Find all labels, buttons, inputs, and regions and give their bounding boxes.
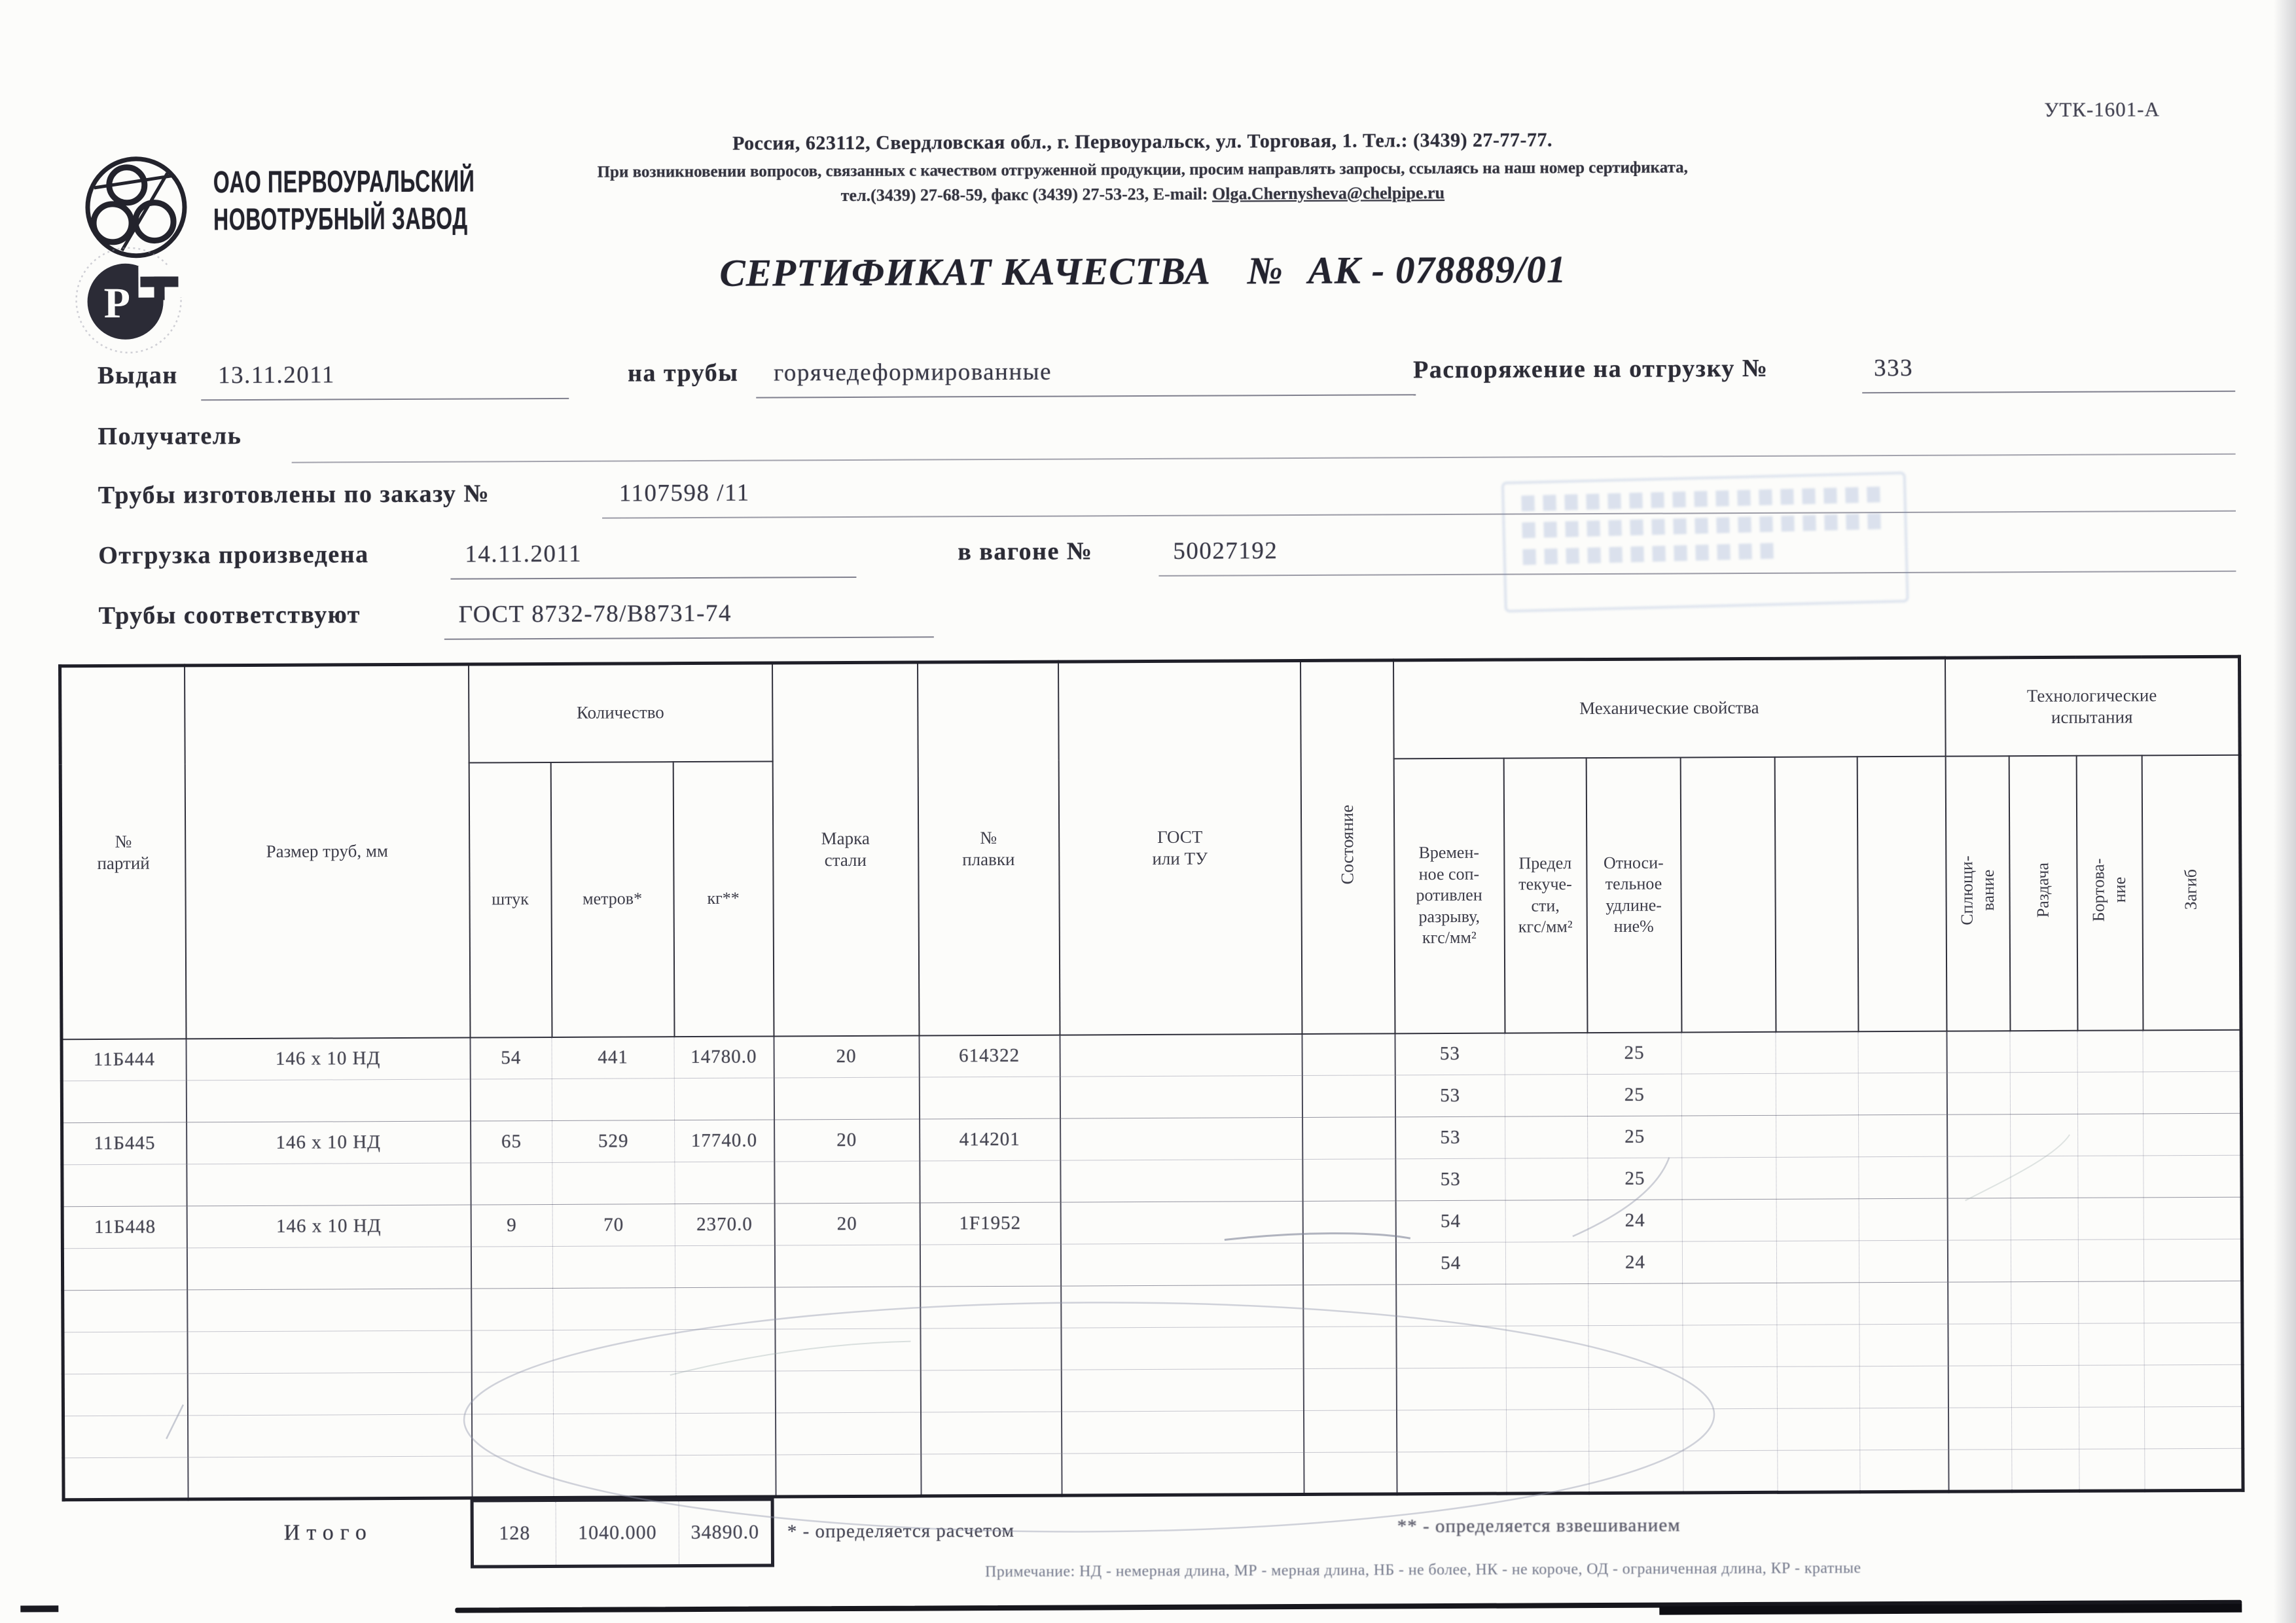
receiver-label: Получатель xyxy=(98,422,242,450)
company-name-line2: НОВОТРУБНЫЙ ЗАВОД xyxy=(213,200,468,237)
col-header-size: Размер труб, мм xyxy=(185,664,470,1039)
table-cell xyxy=(553,1330,675,1372)
shipping-order-value: 333 xyxy=(1873,354,1914,382)
table-cell xyxy=(675,1245,774,1288)
table-cell xyxy=(187,1247,471,1290)
company-name-line1: ОАО ПЕРВОУРАЛЬСКИЙ xyxy=(213,163,475,200)
table-cell xyxy=(1682,1241,1776,1283)
table-cell xyxy=(2012,1407,2079,1449)
header-address-block xyxy=(455,128,1829,207)
table-cell xyxy=(187,1289,471,1332)
table-cell xyxy=(1948,1324,2011,1366)
table-cell xyxy=(471,1372,553,1414)
table-cell: 9 xyxy=(471,1204,552,1247)
table-cell xyxy=(2145,1448,2243,1491)
table-cell: 614322 xyxy=(919,1035,1060,1077)
table-cell xyxy=(1683,1408,1777,1451)
table-cell xyxy=(1681,1031,1776,1074)
table-cell xyxy=(1505,1033,1587,1075)
table-cell xyxy=(188,1414,472,1457)
table-cell xyxy=(2145,1406,2243,1449)
table-cell xyxy=(471,1330,553,1372)
table-cell xyxy=(2079,1323,2144,1365)
table-cell xyxy=(2144,1197,2242,1240)
table-cell xyxy=(920,1160,1060,1203)
table-cell xyxy=(1302,1033,1395,1076)
table-cell xyxy=(675,1371,775,1414)
table-cell xyxy=(188,1456,472,1499)
table-cell xyxy=(675,1162,774,1204)
totals-meters: 1040.000 xyxy=(556,1501,679,1565)
table-cell xyxy=(2144,1113,2242,1156)
conform-label: Трубы соответствуют xyxy=(98,601,361,630)
table-cell xyxy=(920,1286,1061,1329)
table-cell xyxy=(1060,1075,1302,1118)
table-cell xyxy=(1776,1073,1858,1116)
table-cell xyxy=(2143,1029,2241,1072)
table-cell xyxy=(63,1374,187,1416)
table-cell xyxy=(919,1077,1060,1119)
table-cell xyxy=(1859,1240,1947,1283)
table-cell xyxy=(2143,1071,2241,1114)
table-cell xyxy=(2011,1198,2078,1240)
table-cell xyxy=(1778,1450,1860,1493)
table-cell: 25 xyxy=(1588,1158,1682,1200)
table-cell xyxy=(186,1079,470,1122)
contacts-text: тел.(3439) 27-68-59, факс (3439) 27-53-23, E-mail: xyxy=(840,184,1213,205)
table-cell xyxy=(2144,1323,2242,1365)
table-cell xyxy=(1683,1450,1778,1493)
table-cell xyxy=(63,1290,187,1332)
table-cell xyxy=(554,1414,676,1456)
table-cell xyxy=(1946,1031,2010,1073)
table-cell xyxy=(1303,1410,1396,1453)
col-header-state: Состояние xyxy=(1300,660,1394,1034)
table-cell xyxy=(774,1077,919,1120)
table-cell xyxy=(1947,1156,2011,1198)
table-cell: 53 xyxy=(1395,1033,1505,1075)
table-cell: 53 xyxy=(1395,1116,1505,1159)
table-cell xyxy=(2078,1240,2144,1281)
table-cell: 11Б444 xyxy=(93,1048,155,1071)
conform-value: ГОСТ 8732-78/В8731-74 xyxy=(458,599,732,628)
table-cell xyxy=(2078,1198,2144,1240)
table-cell xyxy=(2011,1365,2079,1407)
table-cell xyxy=(1396,1326,1506,1368)
table-cell xyxy=(1859,1366,1948,1408)
table-cell xyxy=(1858,1073,1946,1115)
table-cell xyxy=(2011,1156,2078,1198)
col-header-flanging: Бортова- ние xyxy=(2076,755,2143,1030)
table-cell xyxy=(1062,1452,1304,1495)
table-cell xyxy=(1776,1157,1859,1200)
totals-label: Итого xyxy=(283,1520,373,1545)
table-cell xyxy=(920,1370,1061,1412)
table-cell: 17740.0 xyxy=(675,1120,774,1162)
table-cell xyxy=(1777,1283,1859,1325)
table-cell xyxy=(1776,1115,1859,1158)
table-cell xyxy=(1776,1199,1859,1241)
table-cell xyxy=(2079,1365,2144,1407)
certificate-title xyxy=(423,245,1863,297)
table-cell xyxy=(775,1370,920,1413)
table-cell xyxy=(2079,1281,2144,1323)
table-cell xyxy=(1397,1452,1507,1494)
table-cell xyxy=(1302,1243,1395,1285)
table-cell xyxy=(1061,1368,1303,1412)
table-cell xyxy=(1060,1159,1302,1202)
table-cell: 14780.0 xyxy=(674,1036,774,1079)
table-cell xyxy=(2144,1364,2242,1407)
col-header-meters: метров* xyxy=(550,762,674,1037)
table-cell xyxy=(1060,1243,1302,1286)
note-line: Примечание: НД - немерная длина, МР - мерная длина, НБ - не более, НК - не короче, ОД - ограниченная длина, КР - кратные xyxy=(985,1560,1861,1581)
footnote-star: * - определяется расчетом xyxy=(787,1520,1015,1543)
col-header-expansion: Раздача xyxy=(2009,755,2077,1030)
table-cell xyxy=(920,1328,1061,1370)
table-cell: 146 x 10 НД xyxy=(186,1037,470,1080)
shipping-order-label: Распоряжение на отгрузку № xyxy=(1412,354,1768,384)
col-header-tensile: Времен- ное соп- ротивлен разрыву, кгс/мм² xyxy=(1393,758,1505,1033)
table-cell xyxy=(1683,1325,1777,1367)
table-cell xyxy=(1060,1117,1302,1160)
certificate-number: АК - 078889/01 xyxy=(1308,247,1567,292)
table-cell xyxy=(920,1244,1060,1287)
table-cell xyxy=(471,1288,553,1330)
table-cell: 54 xyxy=(470,1037,552,1079)
table-cell: 24 xyxy=(1588,1200,1682,1242)
table-cell: 54 xyxy=(1395,1200,1505,1243)
table-cell xyxy=(63,1416,188,1458)
table-cell xyxy=(1776,1241,1859,1283)
table-cell: 53 xyxy=(1395,1158,1505,1201)
table-cell xyxy=(1304,1452,1397,1495)
col-header-party: № партий xyxy=(60,666,186,1039)
table-cell xyxy=(674,1078,774,1120)
table-cell xyxy=(1859,1115,1947,1157)
table-cell xyxy=(472,1414,554,1456)
col-header-blank1 xyxy=(1680,757,1776,1032)
table-row xyxy=(63,1448,2243,1500)
company-name xyxy=(213,162,475,238)
table-cell xyxy=(1302,1117,1395,1160)
table-cell xyxy=(1505,1242,1588,1285)
table-cell xyxy=(1302,1201,1395,1243)
table-cell xyxy=(63,1332,187,1374)
table-cell xyxy=(553,1288,675,1330)
col-header-gost: ГОСТ или ТУ xyxy=(1058,660,1301,1035)
table-cell xyxy=(554,1455,676,1498)
on-pipes-label: на трубы xyxy=(627,359,739,387)
col-header-bending: Загиб xyxy=(2142,755,2241,1030)
table-body xyxy=(62,1029,2243,1500)
form-code: УТК-1601-А xyxy=(2044,98,2161,122)
table-cell xyxy=(676,1455,776,1497)
table-cell xyxy=(1396,1284,1506,1327)
table-cell xyxy=(1859,1282,1948,1325)
table-cell: 25 xyxy=(1588,1116,1682,1158)
table-cell xyxy=(2078,1156,2144,1198)
col-header-blank2 xyxy=(1774,757,1858,1032)
table-cell: 25 xyxy=(1587,1074,1681,1116)
table-cell xyxy=(1682,1115,1776,1158)
shipped-value: 14.11.2011 xyxy=(465,540,583,568)
rst-certification-icon xyxy=(71,241,187,357)
footnote-double-star: ** - определяется взвешиванием xyxy=(1397,1514,1681,1537)
table-cell xyxy=(2011,1281,2079,1323)
table-cell xyxy=(1506,1326,1588,1368)
table-cell xyxy=(1588,1283,1683,1326)
table-cell xyxy=(1303,1368,1396,1411)
quality-table xyxy=(58,655,2245,1502)
col-header-kg: кг** xyxy=(673,761,774,1037)
table-cell: 11Б445 xyxy=(62,1122,187,1165)
table-cell xyxy=(1506,1410,1588,1452)
issued-label: Выдан xyxy=(97,361,178,389)
table-cell xyxy=(1948,1366,2011,1408)
table-cell: 1F1952 xyxy=(920,1202,1060,1245)
table-cell xyxy=(774,1161,920,1204)
table-cell xyxy=(675,1329,775,1372)
table-cell xyxy=(676,1413,776,1455)
order-underline xyxy=(602,510,2236,519)
col-group-quantity: Количество xyxy=(469,663,773,762)
col-header-elongation: Относи- тельное удлине- ние% xyxy=(1586,757,1681,1033)
table-cell xyxy=(921,1412,1062,1454)
table-cell xyxy=(2011,1240,2078,1281)
table-cell xyxy=(1860,1450,1948,1492)
issued-underline xyxy=(201,398,569,401)
table-cell xyxy=(1061,1327,1303,1370)
table-cell xyxy=(1396,1368,1506,1410)
number-sign: № xyxy=(1247,249,1283,293)
table-cell: 2370.0 xyxy=(675,1204,774,1246)
col-header-yield: Предел текуче- сти, кгс/мм² xyxy=(1503,758,1587,1033)
table-cell xyxy=(1589,1451,1683,1493)
table-cell xyxy=(1062,1410,1304,1454)
table-cell xyxy=(1777,1325,1859,1367)
table-cell xyxy=(2077,1072,2143,1114)
table-cell xyxy=(774,1245,920,1287)
table-cell xyxy=(2010,1072,2077,1114)
table-cell xyxy=(1303,1327,1396,1369)
table-cell: 53 xyxy=(1395,1075,1505,1117)
table-cell xyxy=(2144,1281,2242,1323)
table-cell xyxy=(1302,1159,1395,1202)
shipped-label: Отгрузка произведена xyxy=(98,541,369,569)
table-cell xyxy=(1505,1116,1588,1159)
table-cell xyxy=(1303,1285,1396,1327)
table-cell: 441 xyxy=(552,1037,674,1079)
table-cell xyxy=(62,1248,187,1291)
table-cell xyxy=(1588,1325,1683,1368)
table-cell xyxy=(1947,1115,2011,1156)
wagon-value: 50027192 xyxy=(1173,537,1278,565)
table-cell xyxy=(552,1162,675,1205)
table-cell xyxy=(775,1329,920,1371)
issued-value: 13.11.2011 xyxy=(217,361,335,389)
table-cell xyxy=(1777,1366,1859,1409)
scan-edge-shadow xyxy=(2274,0,2296,1623)
table-cell: 54 xyxy=(1395,1242,1505,1285)
table-cell: 20 xyxy=(774,1035,919,1078)
col-header-heat: № плавки xyxy=(918,662,1060,1035)
table-cell xyxy=(2078,1114,2144,1156)
table-cell: 414201 xyxy=(920,1118,1060,1161)
totals-pcs: 128 xyxy=(499,1522,531,1544)
order-value: 1107598 /11 xyxy=(619,479,750,507)
table-cell xyxy=(472,1455,554,1498)
table-cell xyxy=(2010,1030,2077,1072)
faint-stamp xyxy=(1501,471,1909,613)
col-header-steel-grade: Марка стали xyxy=(772,662,919,1036)
table-cell xyxy=(1505,1158,1588,1201)
certificate-title-text: СЕРТИФИКАТ КАЧЕСТВА xyxy=(719,249,1211,294)
table-cell xyxy=(1859,1156,1947,1199)
table-cell: 20 xyxy=(774,1203,920,1245)
table-cell xyxy=(1060,1201,1302,1244)
table-cell xyxy=(552,1246,675,1289)
table-cell: 146 x 10 НД xyxy=(187,1205,471,1248)
table-cell xyxy=(1946,1073,2010,1115)
table-cell xyxy=(62,1080,186,1123)
table-cell xyxy=(2011,1114,2078,1156)
table-cell xyxy=(1505,1200,1588,1243)
table-cell xyxy=(2011,1323,2079,1365)
table-cell xyxy=(2012,1449,2079,1491)
totals-box xyxy=(471,1498,774,1569)
table-cell: 70 xyxy=(552,1204,675,1247)
table-cell xyxy=(675,1287,775,1330)
table-cell xyxy=(1859,1198,1947,1241)
table-cell xyxy=(1505,1075,1587,1117)
table-cell xyxy=(1947,1198,2011,1240)
table-cell: 11Б448 xyxy=(62,1206,187,1249)
wagon-label: в вагоне № xyxy=(958,537,1093,566)
table-cell xyxy=(1682,1199,1776,1241)
table-cell xyxy=(187,1163,471,1206)
table-cell xyxy=(1061,1285,1303,1328)
table-cell xyxy=(1060,1033,1302,1077)
table-cell: 146 x 10 НД xyxy=(187,1121,471,1164)
table-cell xyxy=(776,1412,921,1455)
table-cell xyxy=(1506,1368,1588,1410)
table-cell xyxy=(776,1454,921,1497)
col-header-pcs: штук xyxy=(469,762,552,1037)
col-header-flattening: Сплющи- вание xyxy=(1945,756,2010,1031)
table-cell xyxy=(921,1454,1062,1496)
table-cell xyxy=(1681,1073,1776,1116)
shipped-underline xyxy=(450,577,856,580)
table-cell xyxy=(2077,1030,2143,1072)
table-cell xyxy=(1396,1410,1506,1452)
table-cell xyxy=(553,1372,675,1414)
table-cell: 20 xyxy=(774,1119,920,1162)
table-cell xyxy=(1859,1408,1948,1450)
table-cell xyxy=(187,1330,471,1374)
table-cell xyxy=(1777,1408,1859,1451)
table-cell xyxy=(552,1079,674,1121)
table-cell xyxy=(1682,1157,1776,1200)
table-cell xyxy=(2079,1407,2145,1449)
table-cell xyxy=(1776,1031,1858,1074)
table-cell xyxy=(1858,1031,1946,1073)
table-cell xyxy=(775,1287,920,1329)
col-group-technological: Технологические испытания xyxy=(1945,656,2240,756)
header-note: При возникновении вопросов, связанных с качеством отгруженной продукции, просим направлять запросы, ссылаясь на наш номер сертификата, xyxy=(597,158,1688,181)
table-cell xyxy=(1948,1408,2012,1450)
table-cell: 65 xyxy=(471,1120,552,1163)
shipping-order-underline xyxy=(1862,391,2235,393)
table-cell xyxy=(1507,1452,1589,1494)
table-cell: 24 xyxy=(1588,1241,1682,1284)
receiver-underline xyxy=(292,454,2236,463)
on-pipes-underline xyxy=(756,394,1416,398)
table-cell xyxy=(1948,1450,2012,1491)
totals-kg: 34890.0 xyxy=(679,1501,771,1565)
table-cell xyxy=(1302,1075,1395,1118)
table-cell: 529 xyxy=(552,1120,675,1163)
table-cell xyxy=(1588,1409,1683,1452)
table-cell xyxy=(1588,1367,1683,1410)
table-cell xyxy=(471,1162,552,1205)
table-cell xyxy=(1683,1283,1777,1325)
svg-text:Р: Р xyxy=(103,279,131,327)
on-pipes-value: горячедеформированные xyxy=(773,358,1052,387)
order-label: Трубы изготовлены по заказу № xyxy=(98,480,490,509)
col-group-mechanical: Механические свойства xyxy=(1393,658,1945,758)
conform-underline xyxy=(444,636,934,639)
email-text: Olga.Chernysheva@chelpipe.ru xyxy=(1211,183,1445,204)
table-cell xyxy=(1948,1282,2011,1324)
table-cell xyxy=(1683,1366,1777,1409)
scan-artifact-left-dash xyxy=(20,1605,58,1612)
col-header-blank3 xyxy=(1857,756,1946,1031)
table-cell: 25 xyxy=(1587,1032,1681,1075)
table-cell xyxy=(2079,1449,2145,1491)
scan-artifact-bottom-band-dark xyxy=(1659,1604,2242,1615)
table-cell xyxy=(1859,1324,1948,1366)
table-cell xyxy=(470,1079,552,1121)
header-contacts xyxy=(456,181,1830,207)
table-cell xyxy=(63,1457,188,1500)
table-cell xyxy=(1506,1284,1588,1327)
table-cell xyxy=(62,1164,187,1207)
table-cell xyxy=(187,1372,471,1416)
table-cell xyxy=(1947,1240,2011,1282)
table-cell xyxy=(2144,1155,2242,1198)
table-cell xyxy=(471,1246,552,1289)
table-cell xyxy=(2144,1239,2242,1281)
header-address: Россия, 623112, Свердловская обл., г. Первоуральск, ул. Торговая, 1. Тел.: (3439) 27-77-77. xyxy=(732,129,1553,154)
